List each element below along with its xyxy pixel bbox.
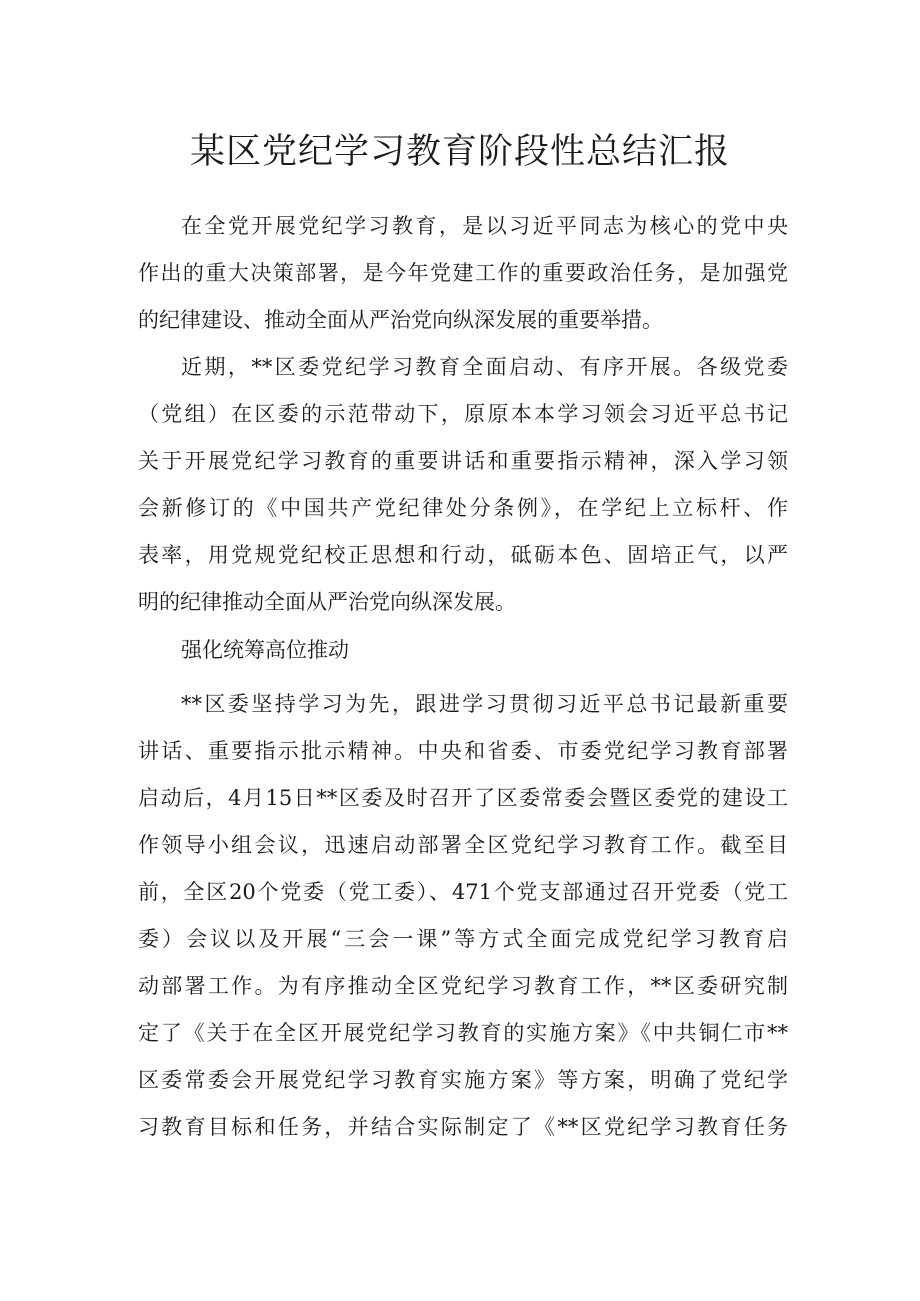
paragraph-3-line-1: **区委坚持学习为先，跟进学习贯彻习近平总书记最新重要 bbox=[181, 692, 788, 716]
paragraph-2-line-6: 明的纪律推动全面从严治党向纵深发展。 bbox=[138, 590, 516, 614]
paragraph-2-line-4: 会新修订的《中国共产党纪律处分条例》，在学纪上立标杆、作 bbox=[138, 496, 788, 520]
paragraph-3-line-8: 定了《关于在全区开展党纪学习教育的实施方案》《中共铜仁市** bbox=[138, 1021, 788, 1045]
paragraph-3-line-6: 委）会议以及开展“三会一课”等方式全面完成党纪学习教育启 bbox=[138, 927, 788, 951]
paragraph-3-line-9: 区委常委会开展党纪学习教育实施方案》等方案，明确了党纪学 bbox=[138, 1068, 788, 1092]
paragraph-2-line-2: （党组）在区委的示范带动下，原原本本学习领会习近平总书记 bbox=[138, 402, 788, 426]
paragraph-3-line-10: 习教育目标和任务，并结合实际制定了《**区党纪学习教育任务 bbox=[138, 1115, 788, 1139]
paragraph-1-line-3: 的纪律建设、推动全面从严治党向纵深发展的重要举措。 bbox=[138, 308, 663, 332]
paragraph-2-line-3: 关于开展党纪学习教育的重要讲话和重要指示精神，深入学习领 bbox=[138, 449, 788, 473]
paragraph-2-line-1: 近期，**区委党纪学习教育全面启动、有序开展。各级党委 bbox=[181, 355, 788, 379]
paragraph-3-line-5: 前，全区20个党委（党工委）、471个党支部通过召开党委（党工 bbox=[138, 880, 788, 904]
paragraph-1-line-2: 作出的重大决策部署，是今年党建工作的重要政治任务，是加强党 bbox=[138, 261, 788, 285]
paragraph-1-line-1: 在全党开展党纪学习教育，是以习近平同志为核心的党中央 bbox=[181, 214, 788, 238]
paragraph-3-line-4: 作领导小组会议，迅速启动部署全区党纪学习教育工作。截至目 bbox=[138, 833, 788, 857]
paragraph-3-line-3: 启动后，4月15日**区委及时召开了区委常委会暨区委党的建设工 bbox=[138, 786, 788, 810]
section-heading: 强化统筹高位推动 bbox=[181, 638, 349, 662]
paragraph-3-line-2: 讲话、重要指示批示精神。中央和省委、市委党纪学习教育部署 bbox=[138, 739, 788, 763]
document-title: 某区党纪学习教育阶段性总结汇报 bbox=[189, 132, 730, 172]
paragraph-2-line-5: 表率，用党规党纪校正思想和行动，砥砺本色、固培正气，以严 bbox=[138, 543, 788, 567]
paragraph-3-line-7: 动部署工作。为有序推动全区党纪学习教育工作，**区委研究制 bbox=[138, 974, 788, 998]
